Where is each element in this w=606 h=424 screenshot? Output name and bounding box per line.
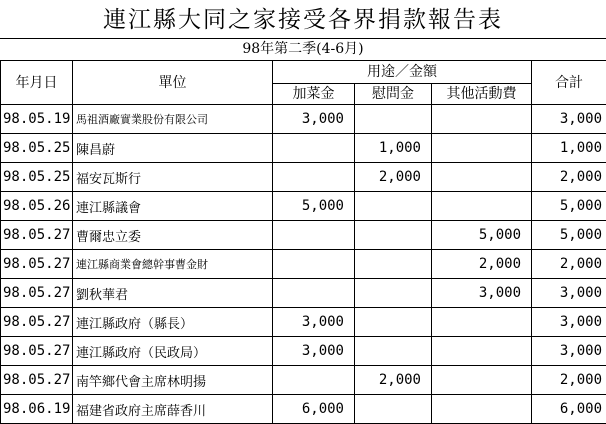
cell-total: 5,000 [532,192,606,221]
cell-other-activity-fund [432,337,532,366]
report-title: 連江縣大同之家接受各界捐款報告表 [0,0,606,38]
table-row [1,366,606,395]
table-row [1,105,606,134]
cell-total: 1,000 [532,134,606,163]
cell-unit: 劉秋華君 [73,279,273,308]
cell-unit: 福安瓦斯行 [73,163,273,192]
table-row [1,221,606,250]
header-date: 年月日 [1,61,73,105]
cell-side-dish-fund: 5,000 [273,192,355,221]
cell-side-dish-fund [273,221,355,250]
cell-other-activity-fund: 2,000 [432,250,532,279]
header-condolence-fund: 慰問金 [355,84,432,105]
cell-date: 98.05.27 [1,308,73,337]
table-row [1,337,606,366]
cell-condolence-fund [355,105,432,134]
cell-other-activity-fund [432,308,532,337]
cell-total: 2,000 [532,250,606,279]
cell-unit: 福建省政府主席薛香川 [73,395,273,424]
cell-date: 98.05.27 [1,279,73,308]
cell-side-dish-fund: 3,000 [273,337,355,366]
cell-date: 98.05.19 [1,105,73,134]
cell-date: 98.05.25 [1,163,73,192]
cell-other-activity-fund [432,134,532,163]
cell-side-dish-fund: 3,000 [273,308,355,337]
cell-unit: 連江縣政府（縣長） [73,308,273,337]
header-purpose: 用途／金額 [273,61,532,84]
cell-condolence-fund [355,279,432,308]
table-row [1,134,606,163]
cell-date: 98.05.27 [1,366,73,395]
cell-condolence-fund [355,221,432,250]
cell-total: 2,000 [532,366,606,395]
cell-unit: 連江縣政府（民政局） [73,337,273,366]
header-row-top [1,61,606,84]
cell-date: 98.06.19 [1,395,73,424]
cell-side-dish-fund: 6,000 [273,395,355,424]
cell-side-dish-fund: 3,000 [273,105,355,134]
cell-total: 2,000 [532,163,606,192]
table-row [1,308,606,337]
cell-date: 98.05.25 [1,134,73,163]
cell-other-activity-fund [432,366,532,395]
table-row [1,163,606,192]
cell-condolence-fund [355,337,432,366]
table-body [1,105,606,424]
table-row [1,395,606,424]
cell-total: 3,000 [532,337,606,366]
cell-total: 3,000 [532,308,606,337]
cell-total: 5,000 [532,221,606,250]
cell-condolence-fund: 1,000 [355,134,432,163]
cell-condolence-fund [355,308,432,337]
cell-unit: 連江縣議會 [73,192,273,221]
cell-condolence-fund: 2,000 [355,366,432,395]
cell-other-activity-fund [432,192,532,221]
cell-date: 98.05.27 [1,221,73,250]
cell-side-dish-fund [273,279,355,308]
cell-other-activity-fund [432,163,532,192]
cell-condolence-fund [355,250,432,279]
cell-condolence-fund: 2,000 [355,163,432,192]
cell-total: 6,000 [532,395,606,424]
cell-condolence-fund [355,192,432,221]
cell-date: 98.05.26 [1,192,73,221]
cell-side-dish-fund [273,163,355,192]
cell-unit: 南竿鄉代會主席林明揚 [73,366,273,395]
cell-other-activity-fund: 3,000 [432,279,532,308]
cell-side-dish-fund [273,134,355,163]
cell-date: 98.05.27 [1,337,73,366]
header-other-activity-fund: 其他活動費 [432,84,532,105]
cell-unit: 曹爾忠立委 [73,221,273,250]
cell-total: 3,000 [532,105,606,134]
donation-table [0,60,606,424]
header-side-dish-fund: 加菜金 [273,84,355,105]
table-row [1,192,606,221]
cell-unit: 馬祖酒廠實業股份有限公司 [73,105,273,134]
cell-unit: 陳昌蔚 [73,134,273,163]
cell-total: 3,000 [532,279,606,308]
header-total: 合計 [532,61,606,105]
cell-date: 98.05.27 [1,250,73,279]
cell-side-dish-fund [273,250,355,279]
cell-other-activity-fund: 5,000 [432,221,532,250]
table-row [1,250,606,279]
cell-unit: 連江縣商業會總幹事曹金財 [73,250,273,279]
cell-other-activity-fund [432,105,532,134]
table-row [1,279,606,308]
header-unit: 單位 [73,61,273,105]
report-period: 98年第二季(4-6月) [0,38,606,60]
cell-side-dish-fund [273,366,355,395]
cell-other-activity-fund [432,395,532,424]
cell-condolence-fund [355,395,432,424]
